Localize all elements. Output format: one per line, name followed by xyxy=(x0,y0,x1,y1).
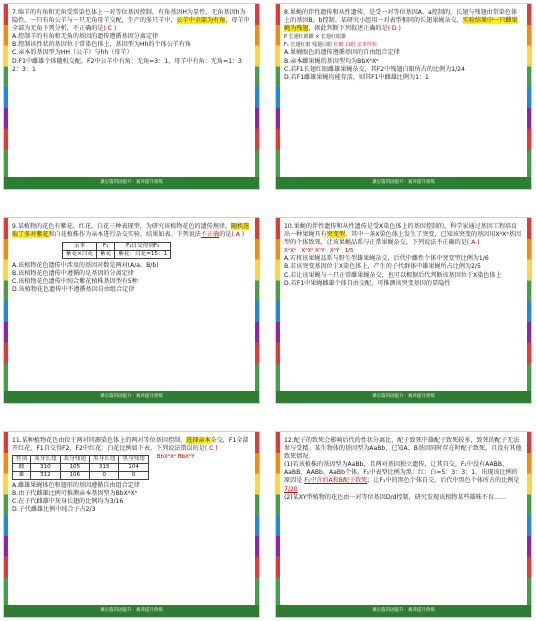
slide-body xyxy=(12,437,251,603)
option-a: A.控制羊的有角和无角的基因的遗传遵循基因分离定律 xyxy=(12,33,159,41)
option-d: D.F1中雌雄个体随机交配，F2中公羊中有角：无角=3：1，母羊中有角：无角=1：3 xyxy=(12,57,242,65)
option-a: A.果蝇眼色的遗传遵循基因的自由组合定律 xyxy=(284,49,400,57)
option-c: C.亲本的基因型为HH（公羊）与hh（母羊） xyxy=(12,49,133,57)
option-b: B.若该突变基因位于X染色体上，产生的子代群体中雄果蝇所占比例为2/5 xyxy=(284,263,481,271)
rainbow-bar-right xyxy=(527,4,531,177)
option-b: B.控制该性状的基因位于常染色体上，基因型为Hh的个体公羊有角 xyxy=(12,41,192,49)
table-cell: 紫花 xyxy=(97,251,115,259)
table-header: 黑身长翅 xyxy=(89,456,118,464)
table-header: 黑身残翅 xyxy=(119,456,148,464)
option-c: C.若让该果蝇与一只正常雌果蝇杂交，也可以根据后代判断该基因位于X染色体上 xyxy=(284,271,502,279)
slide-body xyxy=(12,9,251,175)
slide-body xyxy=(12,223,251,389)
slide-question-12 xyxy=(275,431,532,618)
question-stem: 7.绵羊的有角和无角受常染色体上一对等位基因控制，有角基因H为显性，无角基因h为隐性，一只有角公羊与一只无角母羊交配，生产的多只羊中，公羊中全部为有角，母羊中全部为无角下列分析，不正确的是( C ) xyxy=(12,9,250,33)
cross-line-1: P 长翅红眼雌 × 长翅红眼雄 xyxy=(284,34,346,41)
table-cell: 312 xyxy=(31,472,60,480)
table-header: 性别 xyxy=(13,456,31,464)
rainbow-bar-left xyxy=(4,4,8,177)
slide-footer: 课后篇巩固提升 · 素养提升训练 xyxy=(276,391,531,403)
option-a: A.若将该果蝇品系与野生型雄果蝇杂交，后代中雌性个体中突变型比例为1/6 xyxy=(284,255,489,263)
slide-body xyxy=(284,9,523,175)
table-header: F₁ xyxy=(97,243,115,251)
slide-question-10 xyxy=(275,217,532,404)
option-a: A.雌雄果蝇体色和翅形的基因遵循自由组合定律 xyxy=(12,482,140,490)
ratio-note: 2：3：1 xyxy=(12,65,36,73)
option-d: D.该植物花色遗传中不遵循基因自由组合定律 xyxy=(12,286,135,294)
rainbow-bar-right xyxy=(527,218,531,391)
slide-footer: 课后篇巩固提升 · 素养提升训练 xyxy=(276,177,531,189)
rainbow-bar-right xyxy=(255,218,259,391)
slide-question-7 xyxy=(3,3,260,190)
cross-line-2: F₁ 长翅红眼 残翅白眼 红眼 白眼 亲本性状 xyxy=(284,42,377,49)
table-header: 灰身长翅 xyxy=(31,456,60,464)
table-cell: 紫花×白花 xyxy=(63,251,97,259)
rainbow-bar-left xyxy=(4,218,8,391)
table-cell: 紫花：白花=15：1 xyxy=(115,251,171,259)
option-d: D.若F1雌雄果蝇均能存活，则其F1中雌雄比例为1：1 xyxy=(284,73,429,81)
slide-question-11 xyxy=(3,431,260,618)
slide-body xyxy=(284,437,523,603)
annotation-line: XᴬXᵃ XᴬXᵃ XᴬY XᴬY 1/5 xyxy=(284,248,354,255)
rainbow-bar-right xyxy=(255,4,259,177)
table-cell: 0 xyxy=(119,472,148,480)
slide-question-8 xyxy=(275,3,532,190)
table-cell: 雄 xyxy=(13,472,31,480)
table-cell: 0 xyxy=(89,472,118,480)
cross-table xyxy=(62,242,171,259)
option-b: B.该植物花色遗传中遵循的是基因的分离定律 xyxy=(12,270,134,278)
table-cell: 104 xyxy=(119,464,148,472)
table-cell: 雌 xyxy=(13,464,31,472)
option-d: D.若F1中果蝇雌雄个体自由交配，可推测该突变基因的显隐性 xyxy=(284,279,451,287)
offspring-table xyxy=(12,455,149,480)
table-cell: 105 xyxy=(60,464,89,472)
option-c: C.该植物花色遗传中纯合紫花植株基因型有5种 xyxy=(12,278,138,286)
genotype-annotation: BbXᴬXᵃ BbXᴬY xyxy=(156,454,195,461)
option-b: B.由子代雌雄比例可推测亲本基因型为BbXᴬXᵃ xyxy=(12,490,138,498)
question-stem: 8.果蝇的伴性遗传和从性遗传，是受一对等位基因A、a控制的，长翅与残翅由常染色体上的基因B、b控制。某研究小组用一对表型相同的长翅果蝇杂交，实验结果中一只雌果蝇为残翅，据此判断下列叙述正确的是( D ) xyxy=(284,9,518,33)
option-b: B.亲本雌果蝇的基因型均为BbXᴬXᵃ xyxy=(284,57,379,65)
table-header: 灰身残翅 xyxy=(60,456,89,464)
question-stem: 9.某植物的花色有紫花、红花、白花三种表现型，为研究该植物花色的遗传规律，随机选取了多对紫花和白花植株作为亲本进行杂交实验，结果如表。下列说法不正确的是( A ) xyxy=(12,223,250,239)
option-a: A.该植物花色遗传中涉及的基因对数是两对(A/a、B/b) xyxy=(12,262,159,270)
rainbow-bar-left xyxy=(276,4,280,177)
slide-footer: 课后篇巩固提升 · 素养提升训练 xyxy=(4,391,259,403)
table-cell: 106 xyxy=(60,472,89,480)
question-stem: 11.某种植物花色由位于两对同源染色体上的两对等位基因控制，选择亲本杂交，F1全部开红花，F1自交得F2，F2中红花：白花比例如下表。下列说法错误的是( C ) xyxy=(12,437,249,453)
slide-footer: 课后篇巩固提升 · 素养提升训练 xyxy=(4,177,259,189)
rainbow-bar-left xyxy=(4,432,8,605)
question-stem: 10.果蝇的伴性遗传和从性遗传是受X染色体上的基因控制的，科学家通过基因工程培育出一种果蝇具有突变型。其中一条X染色体上发生了突变，已知该突变的基因用XᴬXᵃ基因型的个体致死。让该果蝇品系与正常果蝇杂交，下列说法不正确的是( A ) xyxy=(284,223,521,247)
question-stem: 12.配子的致死会影响后代的性状分离比，配子致死中雄配子致死较多，致死的配子无法参与受精。某生物体的基因型为AaBb，已知A、B基因同时存在时配子致死，且没有其他致死情况。 xyxy=(284,437,522,461)
slide-footer: 课后篇巩固提升 · 素养提升训练 xyxy=(4,605,259,617)
slide-footer: 课后篇巩固提升 · 素养提升训练 xyxy=(276,605,531,617)
sub-question-2: (2)某XY型植物的花色由一对等位基因D/d控制，研究发现该植物某些雄株不育…… xyxy=(284,493,507,501)
rainbow-bar-right xyxy=(255,432,259,605)
option-d: D.子代雌雄比例中纯合子占2/3 xyxy=(12,506,96,514)
rainbow-bar-left xyxy=(276,218,280,391)
rainbow-bar-left xyxy=(276,432,280,605)
table-header: 亲本 xyxy=(63,243,97,251)
sub-question-1: (1)若该植株的基因型为AaBb，且两对基因独立遗传，让其自交，F₁中没有AABB、AaBB、AABb、AaBb个体，F₁中表型比例为黑：红：白=5：3：3：1，出现该比例的原因是 F₁中含的A和B配子致死；让F₁中的黑色个体自交，后代中黑色个体所占的比例是 7/20 xyxy=(284,461,520,493)
rainbow-bar-right xyxy=(527,432,531,605)
table-cell: 310 xyxy=(31,464,60,472)
option-c: C.在子代雌雄中灰身长翅的比例均为3/16 xyxy=(12,498,124,506)
slide-body xyxy=(284,223,523,389)
option-c: C.若F1长翅红眼雌雄果蝇杂交，其F2中残翅白眼所占的比例为1/24 xyxy=(284,65,465,73)
table-header: F₁自交得到F₂ xyxy=(115,243,171,251)
slide-question-9 xyxy=(3,217,260,404)
table-cell: 315 xyxy=(89,464,118,472)
